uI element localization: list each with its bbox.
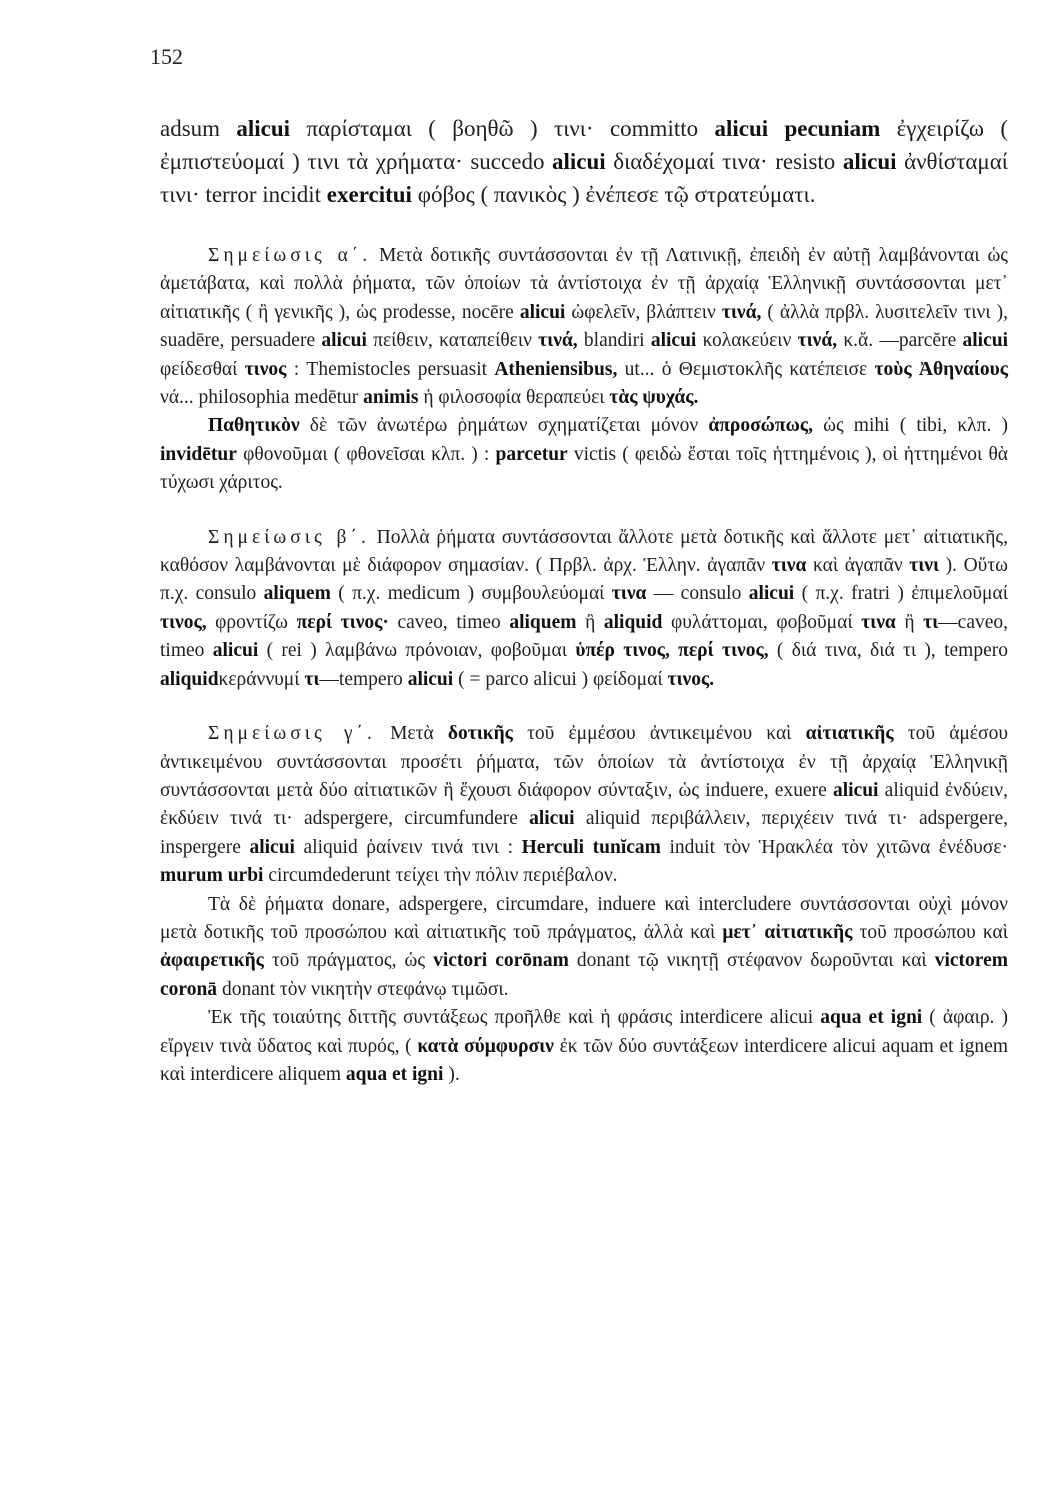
bold-term: κατὰ σύμφυρσιν: [417, 1035, 554, 1057]
bold-term: alicui: [552, 149, 606, 174]
text: φθονοῦμαι ( φθονεῖσαι κλπ. ) :: [236, 443, 496, 465]
bold-term: τινά,: [538, 330, 578, 352]
text: κ.ἄ. —parcĕre: [837, 330, 963, 352]
bold-term: τινα: [771, 555, 807, 577]
bold-term: περί τινος·: [296, 611, 389, 633]
paragraph-note-b: [160, 524, 1008, 694]
bold-term: ὑπέρ τινος, περί τινος,: [575, 640, 769, 662]
text: φυλάττομαι, φοβοῦμαί: [662, 611, 862, 633]
bold-term: victorem coronā: [160, 950, 1008, 1000]
text: κολακεύειν: [696, 330, 798, 352]
text: ( π.χ. fratri ) ἐπιμελοῦμαί: [794, 583, 1008, 605]
bold-term: alicui: [529, 808, 575, 830]
bold-term: τινά,: [721, 301, 762, 323]
text: τοῦ ἀμέσου ἀντικειμένου συντάσσονται προσέτι ῥήματα, τῶν ὁποίων τὰ ἀντίστοιχα ἐν τῇ ἀρχαίᾳ Ἑλληνικῇ συντάσσονται μετὰ δύο αἰτιατικῶν ἢ ἔχουσι διάφορον σύνταξιν, ὡς induere, exuere: [160, 723, 1008, 801]
page-body: [160, 112, 1008, 1089]
text: ὠφελεῖν, βλάπτειν: [565, 301, 722, 323]
text: donant τῷ νικητῇ στέφανον δωροῦνται καὶ: [568, 950, 935, 972]
page-number: 152: [150, 44, 183, 69]
bold-term: alicui: [842, 149, 897, 174]
note-label: Σημείωσις β΄.: [208, 526, 370, 548]
text: διαδέχομαί τινα· resisto: [605, 149, 843, 174]
text: δὲ τῶν ἀνωτέρω ῥημάτων σχηματίζεται μόνον: [299, 415, 709, 437]
bold-term: αἰτιατικῆς: [805, 723, 894, 745]
text: ).: [443, 1063, 460, 1085]
text: victis ( φειδὼ ἔσται τοῖς ἡττημένοις ), οἱ ἡττημένοι θὰ τύχωσι χάριτος.: [160, 443, 1008, 494]
bold-term: alicui: [714, 116, 769, 141]
bold-term: alicui: [650, 330, 697, 352]
text: Μετὰ: [375, 723, 448, 745]
text: ). Οὕτω π.χ. consulo: [160, 555, 1009, 605]
bold-term: aqua et igni: [820, 1007, 923, 1029]
bold-term: alicui: [519, 301, 566, 323]
bold-term: aqua et igni: [345, 1063, 444, 1085]
text: παρίσταμαι ( βοηθῶ ) τινι· committo: [290, 116, 715, 141]
bold-term: alicui: [249, 836, 295, 858]
bold-term: ἀφαιρετικῆς: [160, 950, 264, 972]
text: : Themistocles persuasit: [286, 358, 495, 380]
text: ( ἀλλὰ πρβλ. λυσιτελεῖν τινι ), suadēre, persuadere: [160, 301, 1008, 352]
bold-term: aliquid: [160, 668, 219, 690]
text: φροντίζω: [206, 611, 297, 633]
bold-term: alicui: [748, 583, 795, 605]
text: φείδεσθαί: [160, 358, 245, 380]
bold-term: victori corōnam: [433, 950, 569, 972]
paragraph-1: [160, 112, 1008, 211]
bold-term: pecuniam: [784, 116, 881, 141]
bold-term: murum urbi: [160, 865, 264, 887]
paragraph-interdicere: [160, 1004, 1008, 1089]
paragraph-passive: [160, 412, 1008, 497]
text: τοῦ προσώπου καὶ: [852, 921, 1008, 943]
text: aliquid περιβάλλειν, περιχέειν τινά τι· adspergere, inspergere: [160, 808, 1008, 858]
text: blandiri: [577, 330, 651, 352]
text: τοῦ πράγματος, ὡς: [263, 950, 434, 972]
text: aliquid ῥαίνειν τινά τινι :: [294, 836, 522, 858]
text: adsum: [160, 116, 237, 141]
text: circumdederunt τείχει τὴν πόλιν περιέβαλον.: [263, 865, 618, 887]
text: induit τὸν Ἡρακλέα τὸν χιτῶνα ἐνέδυσε·: [660, 836, 1008, 858]
bold-term: τὰς ψυχάς.: [609, 387, 699, 409]
bold-term: τινα: [861, 611, 896, 633]
bold-term: Atheniensibus,: [494, 358, 618, 380]
text: caveo, timeo: [388, 611, 510, 633]
text: ὡς mihi ( tibi, κλπ. ): [812, 415, 1008, 437]
text: [768, 116, 784, 141]
text: τοῦ ἐμμέσου ἀντικειμένου καὶ: [512, 723, 806, 745]
bold-term: Παθητικὸν: [208, 415, 300, 437]
bold-term: δοτικῆς: [447, 723, 513, 745]
text: —caveo, timeo: [160, 611, 1009, 662]
text: νά... philosophia medētur: [160, 387, 364, 409]
text: Πολλὰ ῥήματα συντάσσονται ἄλλοτε μετὰ δοτικῆς καὶ ἄλλοτε μετ᾽ αἰτιατικῆς, καθόσον λαμβάνονται μὲ διάφορον σημασίαν. ( Πρβλ. ἀρχ. Ἑλλην. ἀγαπᾶν: [160, 526, 1008, 577]
bold-term: τινα: [611, 583, 647, 605]
bold-term: invidētur: [160, 443, 237, 465]
bold-term: Herculi tunĭcam: [521, 836, 661, 858]
bold-term: aliquem: [509, 611, 577, 633]
bold-term: aliquid: [603, 611, 663, 633]
paragraph-donare: [160, 891, 1008, 1005]
text: πείθειν, καταπείθειν: [366, 330, 539, 352]
text: καὶ ἀγαπᾶν: [806, 555, 910, 577]
bold-term: alicui: [407, 668, 454, 690]
bold-term: τοὺς Ἀθηναίους: [874, 358, 1008, 380]
paragraph-note-a: [160, 242, 1008, 412]
bold-term: τινος.: [667, 668, 715, 690]
note-label: Σημείωσις α΄.: [208, 245, 372, 266]
bold-term: τινος: [244, 358, 287, 380]
bold-term: τι: [923, 611, 939, 633]
text: — consulo: [646, 583, 749, 605]
text: ἡ φιλοσοφία θεραπεύει: [418, 387, 610, 409]
bold-term: τι: [304, 668, 320, 690]
text: ( rei ) λαμβάνω πρόνοιαν, φοβοῦμαι: [258, 640, 576, 662]
bold-term: τινος,: [160, 611, 207, 633]
note-label: Σημείωσις γ΄.: [208, 723, 376, 745]
bold-term: μετ᾽ αἰτιατικῆς: [722, 921, 853, 943]
text: ἀνθίσταμαί τινι· terror incidit: [160, 149, 1008, 207]
text: κεράννυμί: [218, 668, 305, 690]
text: ( = parco alicui ) φείδομαί: [453, 668, 668, 690]
text: —tempero: [319, 668, 408, 690]
text: donant τὸν νικητὴν στεφάνῳ τιμῶσι.: [217, 978, 509, 1000]
text: ut... ὁ Θεμιστοκλῆς κατέπεισε: [617, 358, 875, 380]
bold-term: alicui: [962, 330, 1008, 352]
bold-term: τινι: [909, 555, 940, 577]
bold-term: alicui: [321, 330, 367, 352]
bold-term: alicui: [236, 116, 291, 141]
bold-term: parcetur: [495, 443, 568, 465]
bold-term: alicui: [832, 779, 879, 801]
bold-term: animis: [363, 387, 419, 409]
text: ἐγχειρίζω ( ἐμπιστεύομαί ) τινι τὰ χρήματα· succedo: [160, 116, 1008, 174]
bold-term: aliquem: [263, 583, 331, 605]
text: ( π.χ. medicum ) συμβουλεύομαί: [330, 583, 612, 605]
paragraph-note-c: [160, 720, 1008, 890]
bold-term: alicui: [212, 640, 259, 662]
text: Τὰ δὲ ῥήματα donare, adspergere, circumdare, induere καὶ intercludere συντάσσονται οὐχὶ μόνον μετὰ δοτικῆς τοῦ προσώπου καὶ αἰτιατικῆς τοῦ πράγματος, ἀλλὰ καὶ: [160, 893, 1008, 943]
text: ( ἀφαιρ. ) εἴργειν τινὰ ὕδατος καὶ πυρός, (: [160, 1007, 1009, 1057]
bold-term: exercitui: [326, 182, 412, 207]
text: ἢ: [576, 611, 604, 633]
text: ἐκ τῶν δύο συντάξεων interdicere alicui aquam et ignem καὶ interdicere aliquem: [160, 1035, 1008, 1085]
text: aliquid ἐνδύειν, ἐκδύειν τινά τι· adspergere, circumfundere: [160, 779, 1008, 830]
text: φόβος ( πανικὸς ) ἐνέπεσε τῷ στρατεύματι.: [411, 182, 816, 207]
bold-term: τινά,: [797, 330, 838, 352]
text: ( διά τινα, διά τι ), tempero: [768, 640, 1008, 662]
text: Ἐκ τῆς τοιαύτης διττῆς συντάξεως προῆλθε καὶ ἡ φράσις interdicere alicui: [208, 1007, 821, 1029]
text: ἢ: [895, 611, 924, 633]
bold-term: ἀπροσώπως,: [708, 415, 813, 437]
text: Μετὰ δοτικῆς συντάσσονται ἐν τῇ Λατινικῇ, ἐπειδὴ ἐν αὐτῇ λαμβάνονται ὡς ἀμετάβατα, καὶ πολλὰ ῥήματα, τῶν ὁποίων τὰ ἀντίστοιχα ἐν τῇ ἀρχαίᾳ Ἑλληνικῇ συντάσσονται μετ᾽ αἰτιατικῆς ( ἢ γενικῆς ), ὡς prodesse, nocēre: [160, 245, 1008, 323]
